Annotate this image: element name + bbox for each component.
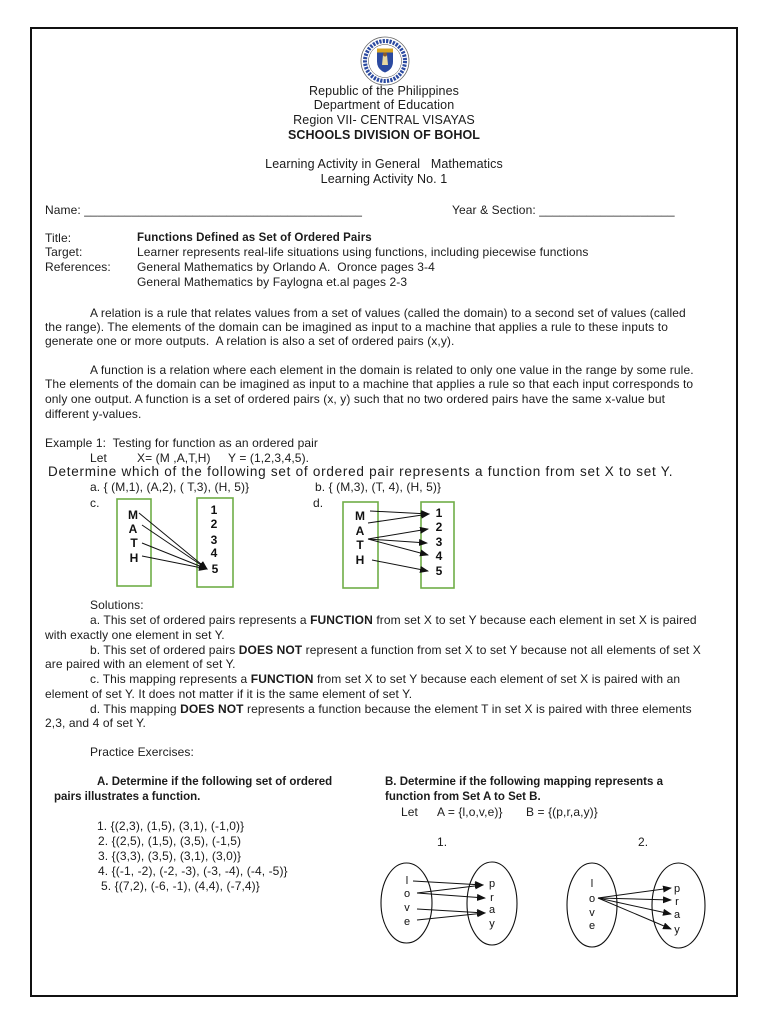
mapping-arrow <box>413 881 483 885</box>
example-set-x: X= (M ,A,T,H) <box>137 451 211 465</box>
solution-text: from set X to set Y because each element in set X is paired <box>372 613 697 627</box>
range-label: 5 <box>211 562 219 576</box>
example-option-a: a. { (M,1), (A,2), ( T,3), (H, 5)} <box>90 480 250 494</box>
year-section-blank: ____________________ <box>539 203 675 217</box>
domain-label: T <box>130 536 138 550</box>
solution-d-line2: 2,3, and 4 of set Y. <box>45 716 146 730</box>
solution-text: b. This set of ordered pairs <box>90 643 239 657</box>
domain-label: v <box>589 907 595 919</box>
solution-a <box>90 613 697 627</box>
example-let-label: Let <box>90 451 107 465</box>
mapping-diagram-c <box>100 495 250 595</box>
mapping-arrow <box>372 560 428 571</box>
deped-seal-icon <box>360 36 410 86</box>
solution-text: c. This mapping represents a <box>90 672 251 686</box>
practice-b-set-a: A = {l,o,v,e)} <box>437 805 503 819</box>
example-heading: Example 1: Testing for function as an ordered pair <box>45 436 319 450</box>
mapping-arrow <box>417 909 485 913</box>
example-option-c-label: c. <box>90 496 100 510</box>
mapping-arrow <box>417 893 485 898</box>
mapping-1-label: 1. <box>437 835 448 849</box>
domain-label: A <box>128 522 138 536</box>
domain-label: e <box>403 916 411 928</box>
mapping-arrow <box>417 885 483 893</box>
paragraph-line: different y-values. <box>45 407 142 421</box>
mapping-arrow <box>368 529 428 539</box>
year-section-label: Year & Section: <box>452 203 540 217</box>
paragraph-line: A function is a relation where each element in the domain is related to only one value in the range by some rule. <box>90 363 694 377</box>
mapping-arrow <box>370 511 429 514</box>
target-value: Learner represents real-life situations using functions, including piecewise functions <box>137 245 589 259</box>
mapping-arrow <box>598 898 671 900</box>
name-label: Name: <box>45 203 85 217</box>
range-label: a <box>488 904 496 916</box>
range-label: 4 <box>435 549 443 563</box>
range-label: 5 <box>435 564 443 578</box>
domain-label: e <box>588 920 596 932</box>
domain-label: l <box>405 875 409 887</box>
mapping-2-label: 2. <box>638 835 649 849</box>
paragraph-line: The elements of the domain can be imagined as input to a machine that applies a rule so that each input corresponds to <box>45 377 694 391</box>
header-region: Region VII- CENTRAL VISAYAS <box>293 113 475 127</box>
example-set-y: Y = (1,2,3,4,5). <box>228 451 310 465</box>
mapping-diagram-2 <box>555 850 725 950</box>
practice-b-instruction: B. Determine if the following mapping represents a <box>385 776 663 788</box>
header-department: Department of Education <box>313 98 455 112</box>
range-label: y <box>674 924 680 936</box>
mapping-arrows <box>413 881 485 920</box>
range-label: r <box>490 892 494 904</box>
solution-text: represent a function from set X to set Y because not all elements of set X <box>302 643 701 657</box>
title-label: Title: <box>45 231 72 245</box>
example-option-d-label: d. <box>313 496 324 510</box>
range-label: r <box>675 896 679 908</box>
name-field <box>45 203 362 217</box>
domain-label: M <box>355 509 365 523</box>
domain-label: A <box>355 524 365 538</box>
mapping-arrow <box>598 898 671 914</box>
solution-emphasis: FUNCTION <box>250 672 314 686</box>
solution-text: a. This set of ordered pairs represents a <box>90 613 311 627</box>
solutions-heading: Solutions: <box>90 598 144 612</box>
solution-a-line2: with exactly one element in set Y. <box>45 628 225 642</box>
domain-label: o <box>403 888 411 900</box>
title-value: Functions Defined as Set of Ordered Pairs <box>137 232 372 244</box>
range-label: p <box>488 878 496 890</box>
paragraph-line: generate one or more outputs. A relation is also a set of ordered pairs (x,y). <box>45 334 455 348</box>
paragraph-line: the range). The elements of the domain can be imagined as input to a machine that applies a rule to these inputs to <box>45 320 668 334</box>
domain-label: H <box>355 553 365 567</box>
target-label: Target: <box>45 245 83 259</box>
activity-number: Learning Activity No. 1 <box>320 172 448 186</box>
practice-b-set-b: B = {(p,r,a,y)} <box>526 805 598 819</box>
practice-b-instruction: function from Set A to Set B. <box>385 791 541 803</box>
range-label: 4 <box>210 546 218 560</box>
practice-a-item: 1. {(2,3), (1,5), (3,1), (-1,0)} <box>97 819 245 833</box>
solution-c <box>90 672 680 686</box>
mapping-arrows <box>368 511 429 571</box>
mapping-arrow <box>598 898 671 929</box>
solution-emphasis: DOES NOT <box>238 643 303 657</box>
solution-emphasis: FUNCTION <box>310 613 373 627</box>
paragraph-line: only one output. A function is a set of ordered pairs (x, y) such that no two ordered pairs have the same x-value but <box>45 392 666 406</box>
year-section-field <box>452 203 675 217</box>
domain-label: T <box>356 538 364 552</box>
example-option-b: b. { (M,3), (T, 4), (H, 5)} <box>315 480 442 494</box>
practice-a-instruction: A. Determine if the following set of ordered <box>97 776 333 788</box>
range-label: 2 <box>210 517 218 531</box>
paragraph-line: A relation is a rule that relates values from a set of values (called the domain) to a second set of values (called <box>90 306 686 320</box>
activity-title: Learning Activity in General Mathematics <box>265 157 503 171</box>
solution-text: from set X to set Y because each element of set X is paired with an <box>313 672 681 686</box>
name-blank: _________________________________________ <box>84 203 363 217</box>
range-label: p <box>673 883 681 895</box>
references-label: References: <box>45 260 111 274</box>
solution-c-line2: element of set Y. It does not matter if it is the same element of set Y. <box>45 687 413 701</box>
domain-label: v <box>404 902 410 914</box>
mapping-diagram-1 <box>375 850 535 950</box>
practice-a-item: 5. {(7,2), (-6, -1), (4,4), (-7,4)} <box>101 879 260 893</box>
solution-b <box>90 643 701 657</box>
mapping-arrows <box>598 888 671 929</box>
range-label: 3 <box>435 535 443 549</box>
practice-a-item: 4. {(-1, -2), (-2, -3), (-3, -4), (-4, -5)} <box>98 864 288 878</box>
reference-item: General Mathematics by Orlando A. Oronce pages 3-4 <box>137 260 435 274</box>
range-label: a <box>673 909 681 921</box>
domain-label: H <box>129 551 139 565</box>
example-prompt: Determine which of the following set of ordered pair represents a function from set X to set Y. <box>48 464 674 479</box>
solution-text: represents a function because the element T in set X is paired with three elements <box>243 702 692 716</box>
practice-a-instruction: pairs illustrates a function. <box>54 791 201 803</box>
range-label: 2 <box>435 520 443 534</box>
solution-b-line2: are paired with an element of set Y. <box>45 657 236 671</box>
range-label: y <box>489 918 495 930</box>
practice-a-item: 2. {(2,5), (1,5), (3,5), (-1,5) <box>98 834 242 848</box>
set-a-ellipse <box>567 863 617 947</box>
mapping-arrow <box>598 888 671 898</box>
mapping-arrow <box>368 514 429 523</box>
solution-text: d. This mapping <box>90 702 181 716</box>
header-republic: Republic of the Philippines <box>308 84 459 98</box>
range-label: 1 <box>210 503 218 517</box>
mapping-diagram-d <box>310 490 470 595</box>
range-label: 1 <box>435 506 443 520</box>
practice-heading: Practice Exercises: <box>90 745 194 759</box>
mapping-arrow <box>417 913 485 920</box>
practice-a-item: 3. {(3,3), (3,5), (3,1), (3,0)} <box>98 849 242 863</box>
reference-item: General Mathematics by Faylogna et.al pages 2-3 <box>137 275 408 289</box>
domain-label: M <box>128 508 138 522</box>
solution-d <box>90 702 692 716</box>
range-label: 3 <box>210 533 218 547</box>
domain-label: o <box>588 893 596 905</box>
header-division: SCHOOLS DIVISION OF BOHOL <box>287 128 481 142</box>
practice-b-let-label: Let <box>401 805 418 819</box>
solution-emphasis: DOES NOT <box>180 702 244 716</box>
domain-label: l <box>590 878 594 890</box>
